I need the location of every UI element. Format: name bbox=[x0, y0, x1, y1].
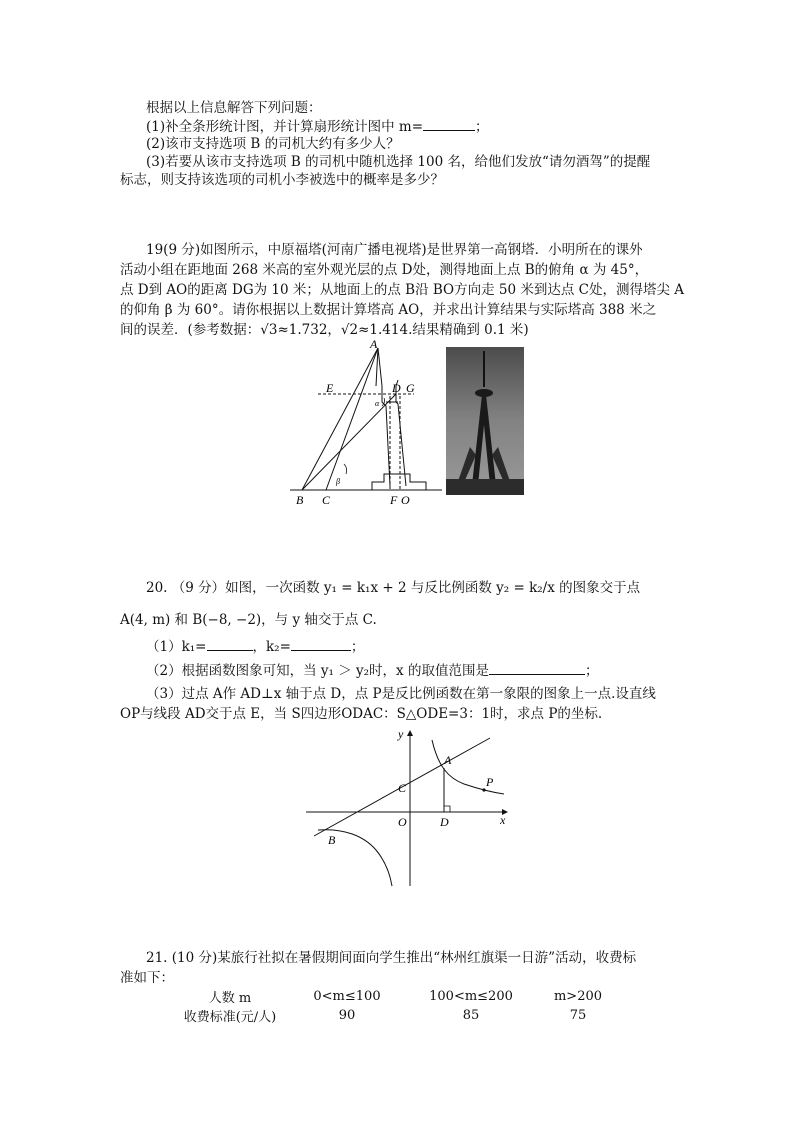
tower-spire bbox=[376, 348, 390, 486]
label-x: x bbox=[500, 813, 506, 827]
q20-k1-label: （1）k₁= bbox=[146, 639, 207, 655]
right-angle-mark bbox=[444, 806, 450, 812]
q19-line4: 的仰角 β 为 60°。请你根据以上数据计算塔高 AO，并求出计算结果与实际塔高 388 米之 bbox=[120, 302, 657, 318]
function-graph bbox=[304, 726, 516, 890]
table-cell: 90 bbox=[338, 1008, 356, 1023]
label-beta: β bbox=[336, 477, 340, 486]
label-alpha: α bbox=[375, 399, 380, 408]
q18-sub1-blank[interactable] bbox=[423, 116, 475, 131]
table-cell: 人数 m bbox=[208, 991, 252, 1006]
table-cell: 0<m≤100 bbox=[313, 989, 381, 1004]
beta-arc bbox=[344, 464, 347, 474]
label-p: P bbox=[486, 775, 494, 789]
table-row bbox=[180, 987, 628, 1006]
table-cell: 85 bbox=[462, 1008, 480, 1023]
q19-line2: 活动小组在距地面 268 米高的室外观光层的点 D处，测得地面上点 B的俯角 α 为 45°， bbox=[120, 262, 649, 278]
q20-sub1 bbox=[146, 636, 364, 657]
fee-table bbox=[180, 987, 628, 1025]
tower-diagram bbox=[286, 336, 446, 508]
label-a: A bbox=[370, 337, 378, 351]
table-cell: 75 bbox=[569, 1008, 587, 1023]
table-cell: m>200 bbox=[553, 989, 603, 1004]
q18-sub3-line1: (3)若要从该市支持选项 B 的司机中随机选择 100 名，给他们发放“请勿酒驾”的提醒 bbox=[146, 154, 651, 170]
q20-sub2 bbox=[146, 660, 598, 681]
label-o: O bbox=[401, 493, 410, 507]
q20-sub3-line2: OP与线段 AD交于点 E，当 S四边形ODAC：S△ODE=3：1时，求点 P的坐标. bbox=[120, 706, 603, 722]
label-y: y bbox=[398, 727, 404, 741]
label-b: B bbox=[296, 493, 304, 507]
q20-sub2-end: ； bbox=[584, 663, 599, 679]
tower-photo-graphic bbox=[446, 347, 524, 495]
y-axis-arrow bbox=[407, 730, 413, 736]
q19-line5: 间的误差．(参考数据：√3≈1.732，√2≈1.414.结果精确到 0.1 米) bbox=[120, 322, 529, 338]
q21-line2: 准如下： bbox=[120, 970, 174, 986]
q19-line1: 19(9 分)如图所示，中原福塔(河南广播电视塔)是世界第一高钢塔．小明所在的课外 bbox=[146, 242, 643, 258]
table-cell: 收费标准(元/人) bbox=[183, 1010, 277, 1025]
q20-sub1-end: ； bbox=[350, 639, 365, 655]
label-b: B bbox=[328, 833, 336, 847]
label-f: F bbox=[390, 493, 398, 507]
q18-sub1-end: ； bbox=[475, 119, 489, 135]
q18-sub2: (2)该市支持选项 B 的司机大约有多少人？ bbox=[146, 136, 400, 152]
label-c: C bbox=[398, 781, 407, 795]
q20-k1-blank[interactable] bbox=[207, 636, 253, 651]
q20-sub2-blank[interactable] bbox=[489, 660, 585, 675]
q20-sub2-text: （2）根据函数图象可知，当 y₁ ＞ y₂时，x 的取值范围是 bbox=[146, 663, 489, 679]
label-g: G bbox=[406, 381, 415, 395]
sight-line-bd bbox=[302, 394, 396, 490]
q18-intro: 根据以上信息解答下列问题： bbox=[146, 100, 322, 116]
q20-k2-blank[interactable] bbox=[291, 636, 351, 651]
q18-sub3-line2: 标志，则支持该选项的司机小李被选中的概率是多少？ bbox=[120, 172, 444, 188]
label-c: C bbox=[322, 493, 331, 507]
table-row bbox=[180, 1006, 628, 1025]
label-e: E bbox=[326, 381, 334, 395]
tower-right-side bbox=[396, 380, 406, 486]
label-d: D bbox=[392, 381, 401, 395]
sight-line-ca bbox=[326, 348, 378, 490]
label-d: D bbox=[440, 815, 449, 829]
q19-line3: 点 D到 AO的距离 DG为 10 米；从地面上的点 B沿 BO方向走 50 米到达点 C处，测得塔尖 A bbox=[120, 282, 685, 298]
label-o: O bbox=[398, 815, 407, 829]
q20-k2-label: ，k₂= bbox=[252, 639, 291, 655]
sight-line-ba bbox=[302, 348, 378, 490]
q20-line2: A(4, m) 和 B(−8, −2)，与 y 轴交于点 C. bbox=[120, 612, 377, 628]
label-a: A bbox=[444, 753, 452, 767]
q21-line1: 21. (10 分)某旅行社拟在暑假期间面向学生推出“林州红旗渠一日游”活动，收费标 bbox=[146, 950, 637, 966]
q18-sub1-text: (1)补全条形统计图，并计算扇形统计图中 m= bbox=[146, 119, 424, 135]
q20-sub3-line1: （3）过点 A作 AD⊥x 轴于点 D，点 P是反比例函数在第一象限的图象上一点.设直线 bbox=[146, 686, 656, 702]
tower-base bbox=[372, 474, 426, 490]
tower-photo bbox=[446, 347, 524, 495]
table-cell: 100<m≤200 bbox=[429, 989, 513, 1004]
q20-line1: 20. （9 分）如图，一次函数 y₁ = k₁x + 2 与反比例函数 y₂ = k₂/x 的图象交于点 bbox=[146, 580, 641, 596]
